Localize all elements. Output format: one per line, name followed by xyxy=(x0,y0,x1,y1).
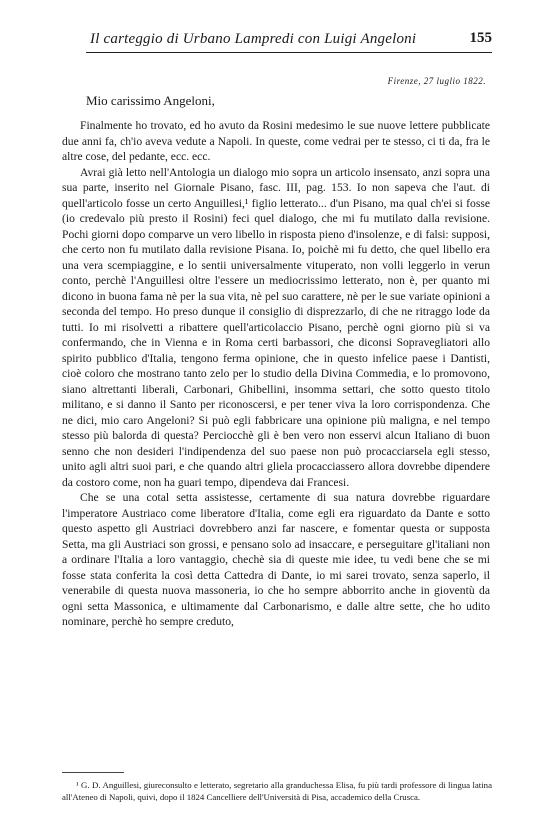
page-header xyxy=(86,30,492,53)
footnote-text: ¹ G. D. Anguillesi, giureconsulto e letterato, segretario alla granduchessa Elisa, fu più tardi professore di lingua latina all'Ateneo di Napoli, quivi, dopo il 1824 Cancelliere dell'Università di Pisa, accademico della Crusca. xyxy=(62,780,492,802)
paragraph-2: Avrai già letto nell'Antologia un dialogo mio sopra un articolo insensato, anzi sopra una sua parte, inserito nel Giornale Pisano, fasc. III, pag. 153. Io non sapeva che l'aut. di quell'articolo fosse un certo Anguillesi,¹ figlio letterato... d'un Pisano, ma qual ch'ei si fosse (io credevalo più presto il Rosini) feci quel dialogo, che mi fu mutilato dalla revisione. Pochi giorni dopo comparve un vero libello in risposta pieno d'insolenze, e di falsi: supposi, che certo non fu mutilato dalla revisione Pisana. Io, poichè mi fu detto, che quel libello era una vera scempiaggine, e lo sentii universalmente vituperato, non volli leggerlo in verun conto, perchè l'Anguillesi oltre l'essere un mediocrissimo letterato, non è, per quanto mi dicono in buona fama nè per la sua vita, nè pel suo carattere, nè per le sue variate opinioni a seconda del tempo. Ho preso dunque il consiglio di disprezzarlo, di che ne ritraggo lode da tutti. Io mi risolvetti a ribattere quell'articolaccio Pisano, perchè ogni giorno più si va confermando, che in Vienna e in Roma certi barbassori, che diconsi Sopravegliatori allo spirito pubblico d'Italia, tengono ferma opinione, che in questo infelice paese i Dantisti, cioè coloro che mostrano tanto zelo per lo studio della Divina Commedia, e lo promovono, siano altrettanti liberali, Carbonari, Ghibellini, insomma settari, che sotto questo titolo militano, e si danno il Santo per riconoscersi, e per tener viva la loro corrispondenza. Che ne dici, mio caro Angeloni? Si può egli fabbricare una opinione più maligna, e nel tempo stesso più balorda di questa? Perciocchè gli è ben vero non esservi alcun Italiano di buon senno che non desideri l'indipendenza del suo paese non può procacciarsela egli stesso, unito agli altri suoi pari, e che quando altri gliela procacciassero allora dovrebbe dipendere da costoro come, non ha guari tempo, dipendeva dai Francesi. xyxy=(62,165,490,489)
paragraph-3: Che se una cotal setta assistesse, certamente di sua natura dovrebbe riguardare l'imperatore Austriaco come liberatore d'Italia, come egli era riguardato da Dante e sotto questo aspetto gli Austriaci dovrebbero anzi far nascere, e fomentar questa or supposta Setta, ma gli Austriaci son grossi, e pensano solo ad insaccare, e perseguitare gl'italiani non a ordinare l'Italia a loro vantaggio, chechè sia di queste mie idee, tu vedi bene che se mi fosse stata conferita la così detta Cattedra di Dante, io mi sarei trovato, senza saperlo, il venerabile di questa nuova massoneria, io che ho sempre abborrito anche in gioventù da ogni setta Massonica, e ultimamente dal Carbonarismo, e dalle altre sette, che ho udito nominare, perchè ho sempre creduto, xyxy=(62,491,490,628)
letter-salutation: Mio carissimo Angeloni, xyxy=(86,93,215,108)
running-title: Il carteggio di Urbano Lampredi con Luigi Angeloni xyxy=(90,31,417,47)
letter-dateline: Firenze, 27 luglio 1822. xyxy=(387,76,486,86)
footnote xyxy=(62,779,492,803)
paragraph-1: Finalmente ho trovato, ed ho avuto da Rosini medesimo le sue nuove lettere pubblicate due anni fa, ch'io aveva vedute a Napoli. In queste, come vedrai per te stesso, ci ti da, fra le altre cose, del pedante, ecc. ecc. xyxy=(62,119,490,163)
page-number: 155 xyxy=(469,30,492,46)
footnote-rule xyxy=(62,772,124,773)
letter-body xyxy=(62,118,490,630)
